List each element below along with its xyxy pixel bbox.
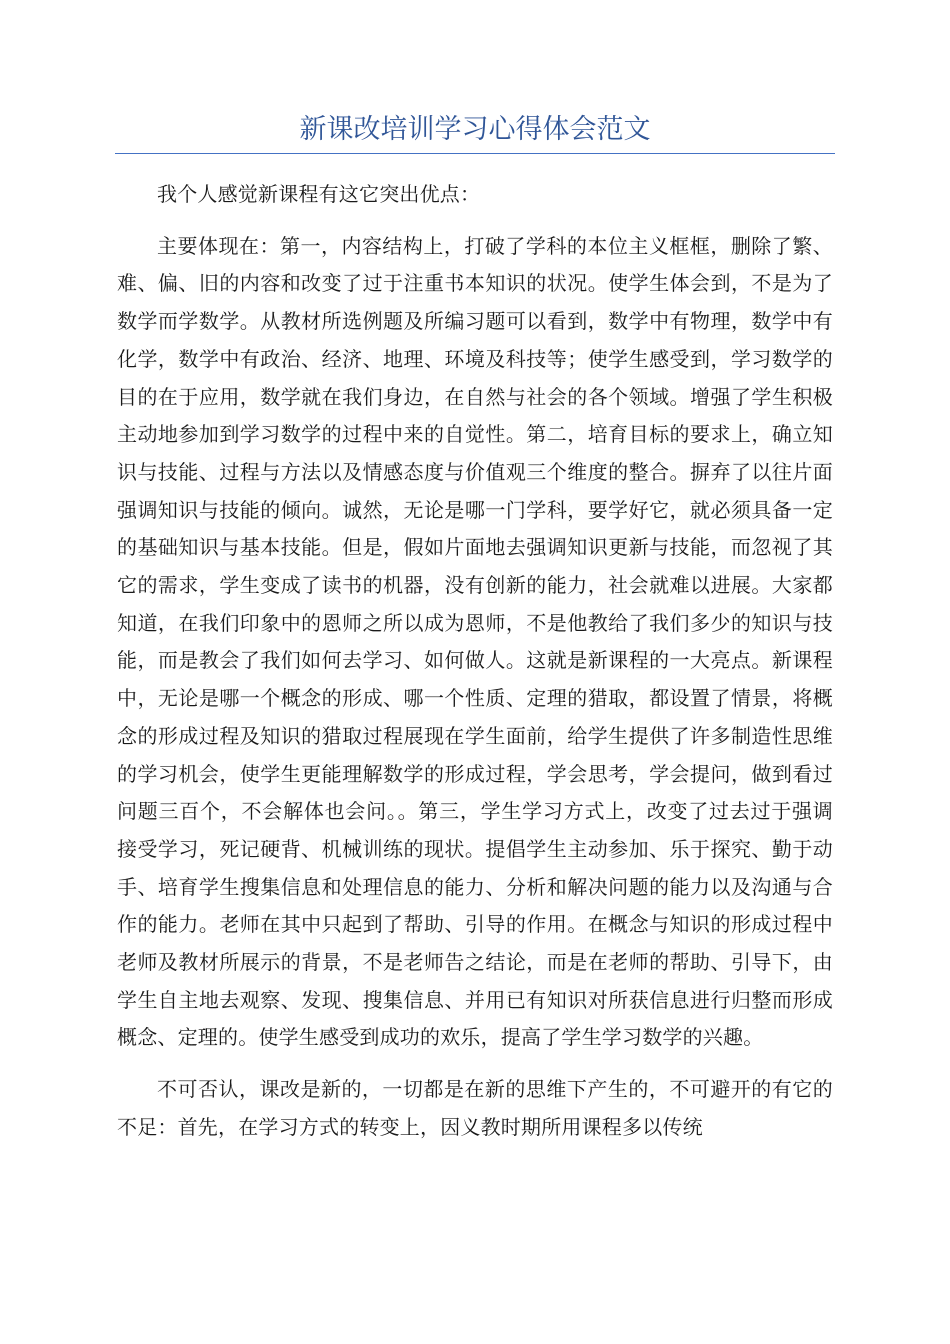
title-underline xyxy=(115,153,835,154)
document-body xyxy=(117,176,833,1147)
paragraph-intro: 我个人感觉新课程有这它突出优点： xyxy=(157,182,481,206)
paragraph-shortcomings: 不可否认，课改是新的，一切都是在新的思维下产生的，不可避开的有它的不足：首先，在学习方式的转变上，因义教时期所用课程多以传统 xyxy=(117,1077,833,1139)
paragraph-advantages: 主要体现在：第一，内容结构上，打破了学科的本位主义框框，删除了繁、难、偏、旧的内容和改变了过于注重书本知识的状况。使学生体会到，不是为了数学而学数学。从教材所选例题及所编习题可以看到，数学中有物理，数学中有化学，数学中有政治、经济、地理、环境及科技等；使学生感受到，学习数学的目的在于应用，数学就在我们身边，在自然与社会的各个领域。增强了学生积极主动地参加到学习数学的过程中来的自觉性。第二，培育目标的要求上，确立知识与技能、过程与方法以及情感态度与价值观三个维度的整合。摒弃了以往片面强调知识与技能的倾向。诚然，无论是哪一门学科，要学好它，就必须具备一定的基础知识与基本技能。但是，假如片面地去强调知识更新与技能，而忽视了其它的需求，学生变成了读书的机器，没有创新的能力，社会就难以进展。大家都知道，在我们印象中的恩师之所以成为恩师，不是他教给了我们多少的知识与技能，而是教会了我们如何去学习、如何做人。这就是新课程的一大亮点。新课程中，无论是哪一个概念的形成、哪一个性质、定理的猎取，都设置了情景，将概念的形成过程及知识的猎取过程展现在学生面前，给学生提供了许多制造性思维的学习机会，使学生更能理解数学的形成过程，学会思考，学会提问，做到看过问题三百个，不会解体也会问。。第三，学生学习方式上，改变了过去过于强调接受学习，死记硬背、机械训练的现状。提倡学生主动参加、乐于探究、勤于动手、培育学生搜集信息和处理信息的能力、分析和解决问题的能力以及沟通与合作的能力。老师在其中只起到了帮助、引导的作用。在概念与知识的形成过程中老师及教材所展示的背景，不是老师告之结论，而是在老师的帮助、引导下，由学生自主地去观察、发现、搜集信息、并用已有知识对所获信息进行归整而形成概念、定理的。使学生感受到成功的欢乐，提高了学生学习数学的兴趣。 xyxy=(117,233,833,1050)
document-title: 新课改培训学习心得体会范文 xyxy=(299,114,651,145)
